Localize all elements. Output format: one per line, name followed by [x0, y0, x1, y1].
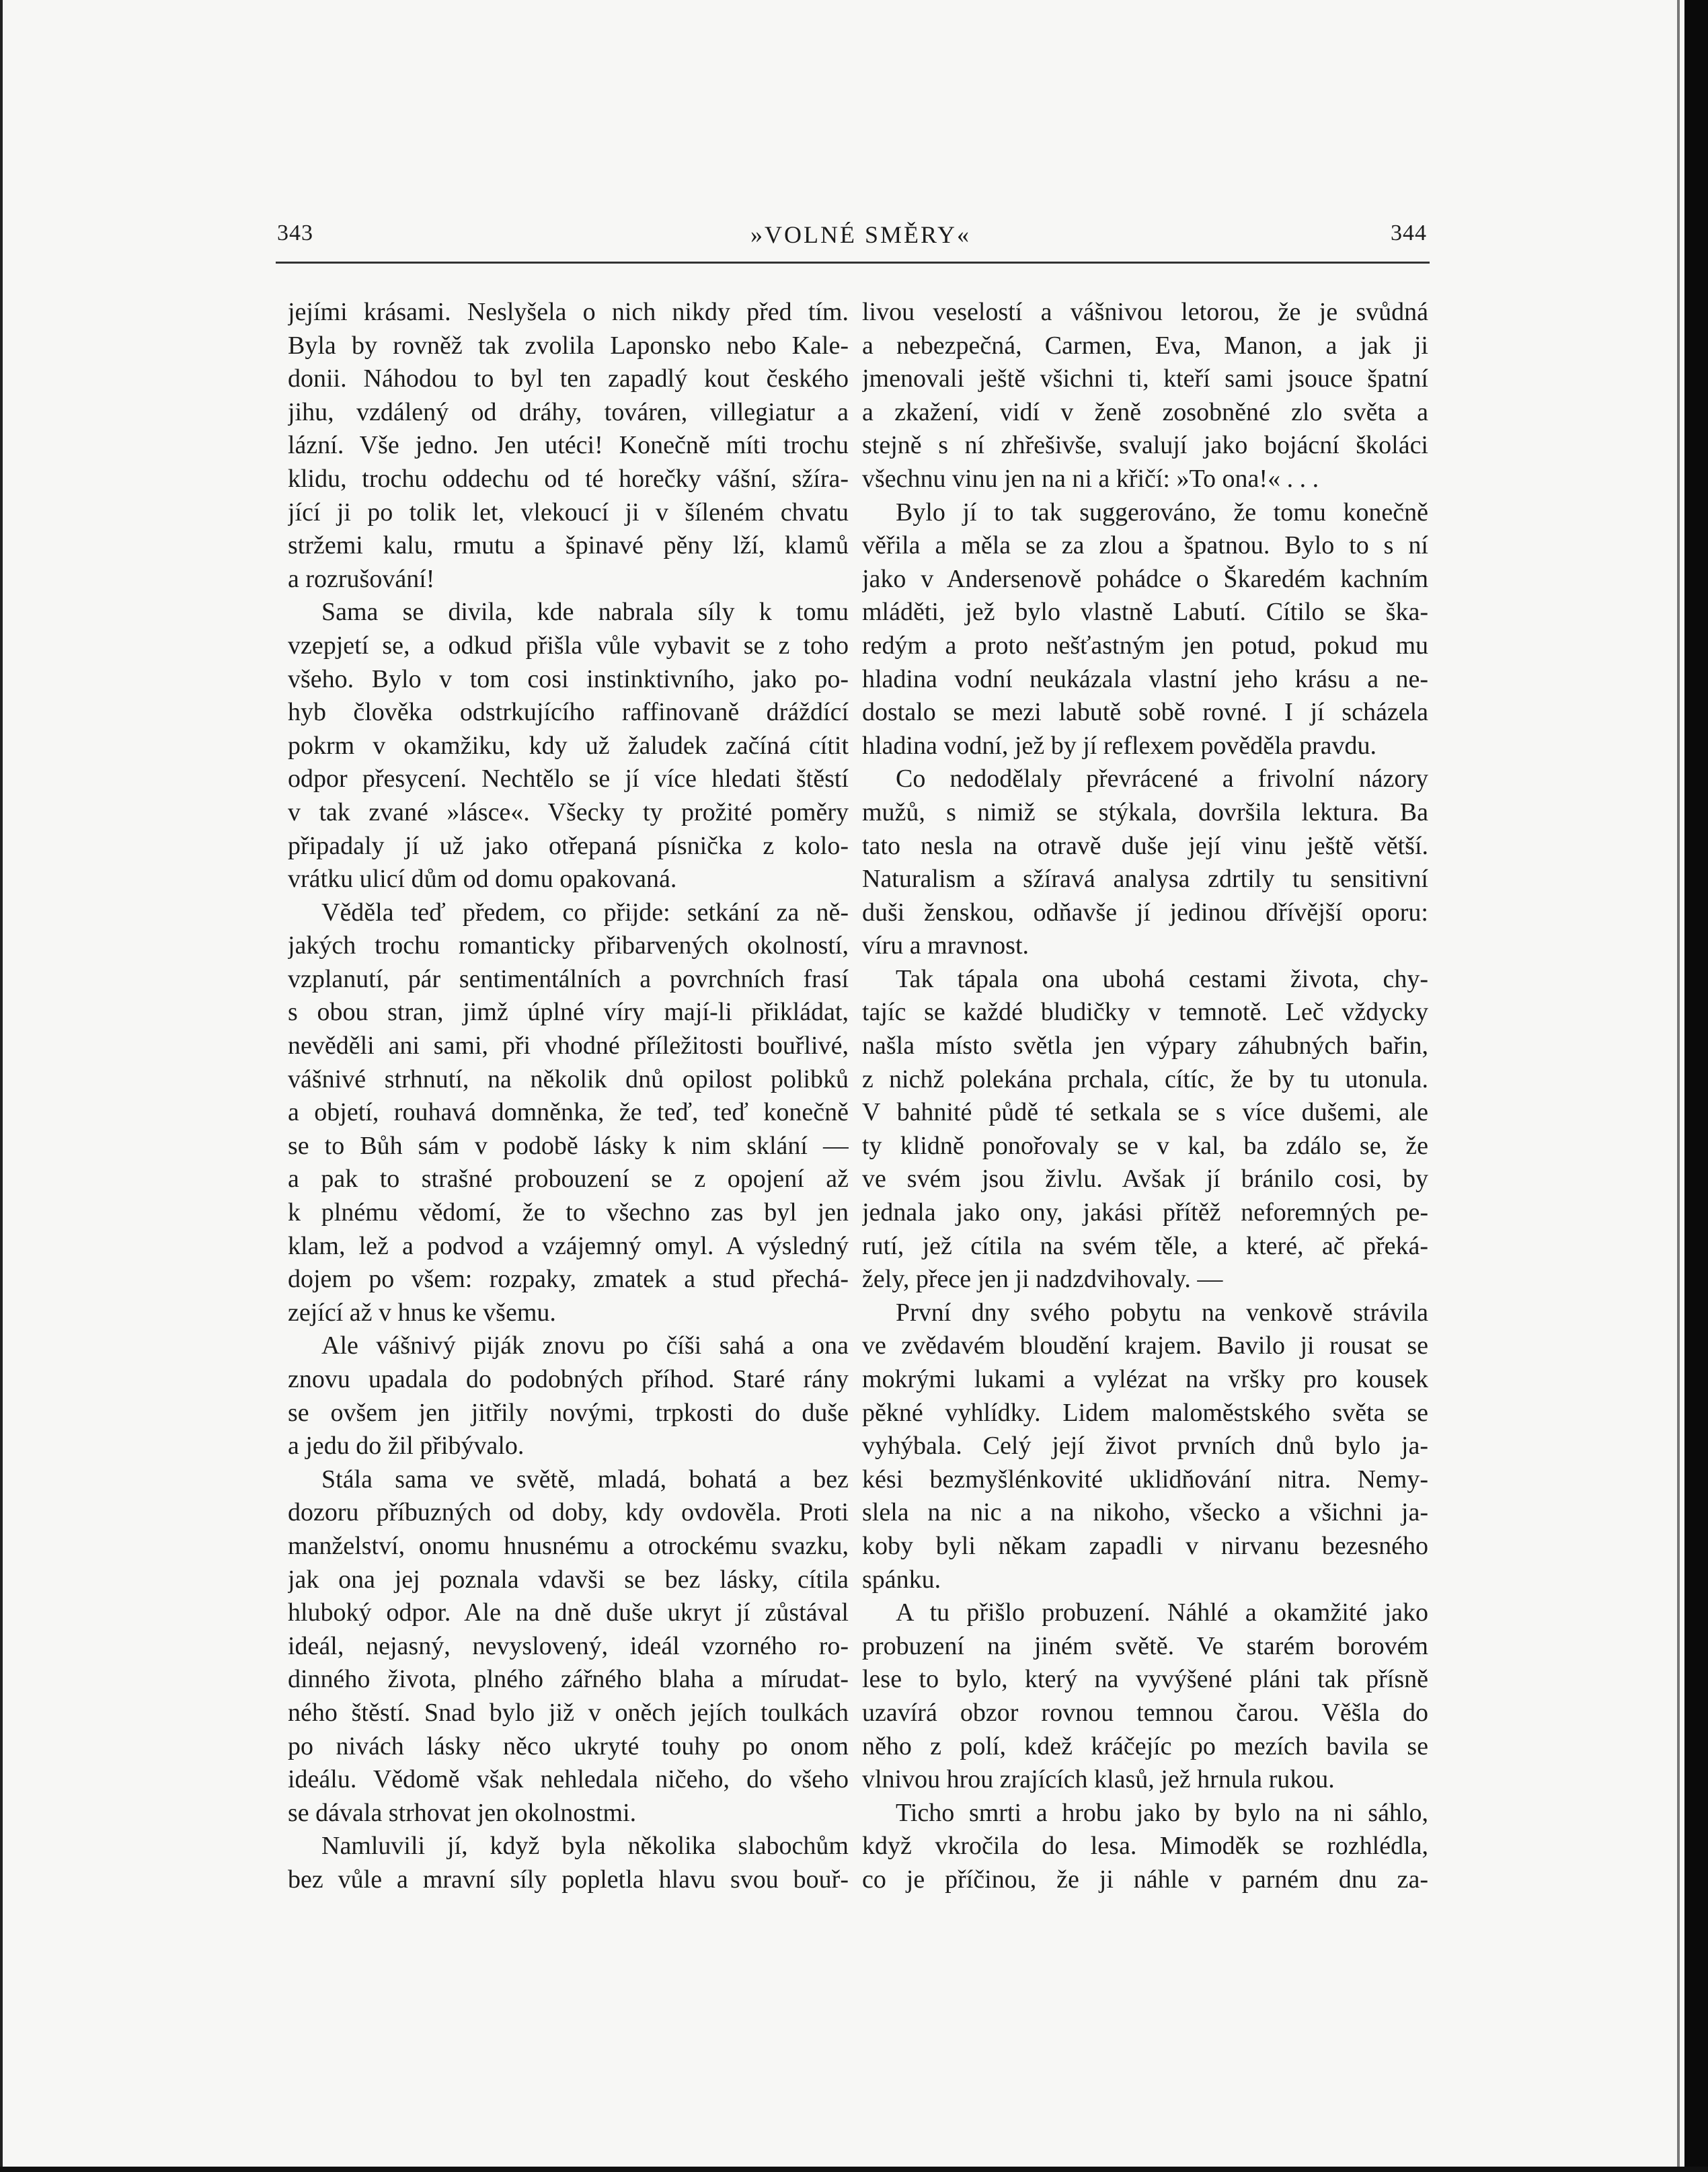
text-line: co je příčinou, že ji náhle v parném dnu za- — [862, 1865, 1428, 1894]
text-line: jak ona jej poznala vdavši se bez lásky, cítila — [288, 1565, 849, 1594]
text-line: spánku. — [862, 1565, 941, 1594]
text-line: našla místo světla jen výpary záhubných bařin, — [862, 1032, 1428, 1060]
text-line: ideálu. Vědomě však nehledala ničeho, do všeho — [288, 1765, 849, 1794]
text-line: dostalo se mezi labutě sobě rovné. I jí scházela — [862, 698, 1428, 727]
paragraph — [862, 496, 1428, 763]
text-line: jící ji po tolik let, vlekoucí ji v šíleném chvatu — [288, 498, 849, 527]
text-line: hladina vodní, jež by jí reflexem pověděla pravdu. — [862, 731, 1377, 760]
text-line: livou veselostí a vášnivou letorou, že je svůdná — [862, 298, 1428, 326]
text-line: ty klidně ponořovaly se v kal, ba zdálo se, že — [862, 1131, 1428, 1160]
text-line: Bylo jí to tak suggerováno, že tomu konečně — [896, 498, 1428, 527]
paragraph — [288, 596, 849, 896]
text-line: věřila a měla se za zlou a špatnou. Bylo to s ní — [862, 531, 1428, 560]
paragraph — [862, 763, 1428, 963]
text-line: pokrm v okamžiku, kdy už žaludek začíná cítit — [288, 731, 849, 760]
text-line: s obou stran, jimž úplné víry mají-li přikládat, — [288, 998, 849, 1027]
text-line: jmenovali ještě všichni ti, kteří sami jsouce špatní — [862, 364, 1428, 393]
paragraph — [862, 296, 1428, 496]
text-line: Ale vášnivý piják znovu po číši sahá a ona — [321, 1331, 849, 1360]
text-line: žely, přece jen ji nadzdvihovaly. — — [862, 1265, 1223, 1294]
text-line: když vkročila do lesa. Mimoděk se rozhlédla, — [862, 1832, 1428, 1861]
text-line: jihu, vzdálený od dráhy, továren, villegiatur a — [288, 397, 849, 426]
text-line: a zkažení, vidí v ženě zosobněné zlo světa a — [862, 397, 1428, 426]
text-line: lázní. Vše jedno. Jen utéci! Konečně míti trochu — [288, 431, 849, 460]
text-line: Co nedodělaly převrácené a frivolní názory — [896, 765, 1428, 793]
text-line: duši ženskou, odňavše jí jedinou dřívější oporu: — [862, 898, 1428, 927]
text-line: tato nesla na otravě duše její vinu ještě větší. — [862, 831, 1428, 860]
scan-border-right — [1684, 0, 1708, 2172]
paragraph — [862, 1797, 1428, 1897]
text-line: dozoru příbuzných od doby, kdy ovdověla. Proti — [288, 1498, 849, 1527]
text-line: klam, lež a podvod a vzájemný omyl. A výsledný — [288, 1231, 849, 1260]
text-line: se dávala strhovat jen okolnostmi. — [288, 1798, 637, 1827]
text-line: vlnivou hrou zrajících klasů, jež hrnula rukou. — [862, 1765, 1335, 1794]
text-line: V bahnité půdě té setkala se s více dušemi, ale — [862, 1098, 1428, 1127]
text-line: a nebezpečná, Carmen, Eva, Manon, a jak ji — [862, 331, 1428, 360]
text-line: uzavírá obzor rovnou temnou čarou. Věšla do — [862, 1698, 1428, 1727]
text-line: vzepjetí se, a odkud přišla vůle vybavit se z toho — [288, 631, 849, 660]
text-line: všechnu vinu jen na ni a křičí: »To ona!« . . . — [862, 464, 1319, 493]
text-line: rutí, jež cítila na svém těle, a které, ač překá- — [862, 1231, 1428, 1260]
text-line: Stála sama ve světě, mladá, bohatá a bez — [321, 1465, 849, 1494]
text-line: po nivách lásky něco ukryté touhy po onom — [288, 1732, 849, 1760]
text-line: ve zvědavém bloudění krajem. Bavilo ji rousat se — [862, 1331, 1428, 1360]
text-line: Ticho smrti a hrobu jako by bylo na ni sáhlo, — [896, 1798, 1428, 1827]
text-line: mláděti, jež bylo vlastně Labutí. Cítilo se ška- — [862, 598, 1428, 627]
text-line: Věděla teď předem, co přijde: setkání za ně- — [321, 898, 849, 927]
text-line: se to Bůh sám v podobě lásky k nim sklání — — [288, 1131, 849, 1160]
text-line: jejími krásami. Neslyšela o nich nikdy před tím. — [288, 298, 849, 326]
scan-border-left — [0, 0, 3, 2172]
paragraph — [288, 1830, 849, 1896]
page-number-left: 343 — [277, 221, 313, 245]
text-line: jakých trochu romanticky přibarvených okolností, — [288, 931, 849, 960]
text-line: a rozrušování! — [288, 564, 435, 593]
text-line: se ovšem jen jitřily novými, trpkosti do duše — [288, 1398, 849, 1427]
text-line: redým a proto nešťastným jen potud, pokud mu — [862, 631, 1428, 660]
scan-edge-shadow — [1677, 0, 1680, 2172]
text-line: vrátku ulicí dům od domu opakovaná. — [288, 865, 677, 894]
text-line: hluboký odpor. Ale na dně duše ukryt jí zůstával — [288, 1598, 849, 1627]
text-line: Byla by rovněž tak zvolila Laponsko nebo Kale- — [288, 331, 849, 360]
text-line: dinného života, plného zářného blaha a mírudat- — [288, 1665, 849, 1694]
text-line: První dny svého pobytu na venkově strávila — [896, 1298, 1428, 1327]
text-line: lese to bylo, který na vyvýšené pláni tak přísně — [862, 1665, 1428, 1694]
text-line: v tak zvané »lásce«. Všecky ty prožité poměry — [288, 798, 849, 826]
text-line: mokrými lukami a vylézat na vršky pro kousek — [862, 1365, 1428, 1393]
paragraph — [288, 296, 849, 596]
text-line: dojem po všem: rozpaky, zmatek a stud přechá- — [288, 1265, 849, 1294]
text-column-right — [862, 296, 1428, 1897]
text-line: a jedu do žil přibývalo. — [288, 1432, 525, 1461]
text-line: Naturalism a sžíravá analysa zdrtily tu sensitivní — [862, 865, 1428, 894]
paragraph — [862, 963, 1428, 1296]
text-line: ve svém jsou živlu. Avšak jí bránilo cosi, by — [862, 1165, 1428, 1194]
text-line: ného štěstí. Snad bylo již v oněch jejích toulkách — [288, 1698, 849, 1727]
text-line: kési bezmyšlénkovité uklidňování nitra. Nemy- — [862, 1465, 1428, 1494]
header-rule — [276, 262, 1430, 264]
running-title: »VOLNÉ SMĚRY« — [750, 221, 972, 248]
text-line: víru a mravnost. — [862, 931, 1030, 960]
text-line: a pak to strašné probouzení se z opojení až — [288, 1165, 849, 1194]
text-line: slela na nic a na nikoho, všecko a všichni ja- — [862, 1498, 1428, 1527]
paragraph — [862, 1296, 1428, 1596]
text-line: pěkné vyhlídky. Lidem maloměstského světa se — [862, 1398, 1428, 1427]
paragraph — [288, 896, 849, 1330]
text-line: mužů, s nimiž se stýkala, dovršila lektura. Ba — [862, 798, 1428, 826]
text-line: hyb člověka odstrkujícího raffinovaně dráždící — [288, 698, 849, 727]
text-line: ideál, nejasný, nevyslovený, ideál vzorného ro- — [288, 1631, 849, 1660]
text-line: jednala jako ony, jakási přítěž neforemných pe- — [862, 1198, 1428, 1227]
paragraph — [288, 1463, 849, 1830]
paragraph — [288, 1329, 849, 1463]
text-line: zející až v hnus ke všemu. — [288, 1298, 556, 1327]
text-line: vášnivé strhnutí, na několik dnů opilost polibků — [288, 1064, 849, 1093]
text-line: a objetí, rouhavá domněnka, že teď, teď konečně — [288, 1098, 849, 1127]
text-line: koby byli někam zapadli v nirvanu bezesného — [862, 1531, 1428, 1560]
text-column-left — [288, 296, 849, 1897]
text-line: jako v Andersenově pohádce o Škaredém kachním — [862, 564, 1428, 593]
scan-border-bottom — [0, 2167, 1708, 2172]
text-line: probuzení na jiném světě. Ve starém borovém — [862, 1631, 1428, 1660]
text-line: připadaly jí už jako otřepaná písnička z kolo- — [288, 831, 849, 860]
text-line: manželství, onomu hnusnému a otrockému svazku, — [288, 1531, 849, 1560]
text-line: nevěděli ani sami, při vhodné příležitosti bouřlivé, — [288, 1032, 849, 1060]
text-line: bez vůle a mravní síly popletla hlavu svou bouř- — [288, 1865, 849, 1894]
text-line: něho z polí, kdež kráčejíc po mezích bavila se — [862, 1732, 1428, 1760]
text-line: vyhýbala. Celý její život prvních dnů bylo ja- — [862, 1432, 1428, 1461]
page-number-right: 344 — [1391, 221, 1427, 245]
text-line: vzplanutí, pár sentimentálních a povrchních frasí — [288, 964, 849, 993]
text-line: Sama se divila, kde nabrala síly k tomu — [321, 598, 849, 627]
text-line: Tak tápala ona ubohá cestami života, chy- — [896, 964, 1428, 993]
text-line: donii. Náhodou to byl ten zapadlý kout českého — [288, 364, 849, 393]
text-line: Namluvili jí, když byla několika slabochům — [321, 1832, 849, 1861]
text-line: všeho. Bylo v tom cosi instinktivního, jako po- — [288, 664, 849, 693]
text-line: hladina vodní neukázala vlastní jeho krásu a ne- — [862, 664, 1428, 693]
text-line: A tu přišlo probuzení. Náhlé a okamžité jako — [896, 1598, 1428, 1627]
text-line: stejně s ní zhřešivše, svalují jako bojácní školáci — [862, 431, 1428, 460]
text-line: znovu upadala do podobných příhod. Staré rány — [288, 1365, 849, 1393]
text-line: tajíc se každé bludičky v temnotě. Leč vždycky — [862, 998, 1428, 1027]
text-line: odpor přesycení. Nechtělo se jí více hledati štěstí — [288, 765, 849, 793]
paragraph — [862, 1596, 1428, 1797]
text-line: k plnému vědomí, že to všechno zas byl jen — [288, 1198, 849, 1227]
text-line: klidu, trochu oddechu od té horečky vášní, sžíra- — [288, 464, 849, 493]
text-line: stržemi kalu, rmutu a špinavé pěny lží, klamů — [288, 531, 849, 560]
text-line: z nichž polekána prchala, cítíc, že by tu utonula. — [862, 1064, 1428, 1093]
